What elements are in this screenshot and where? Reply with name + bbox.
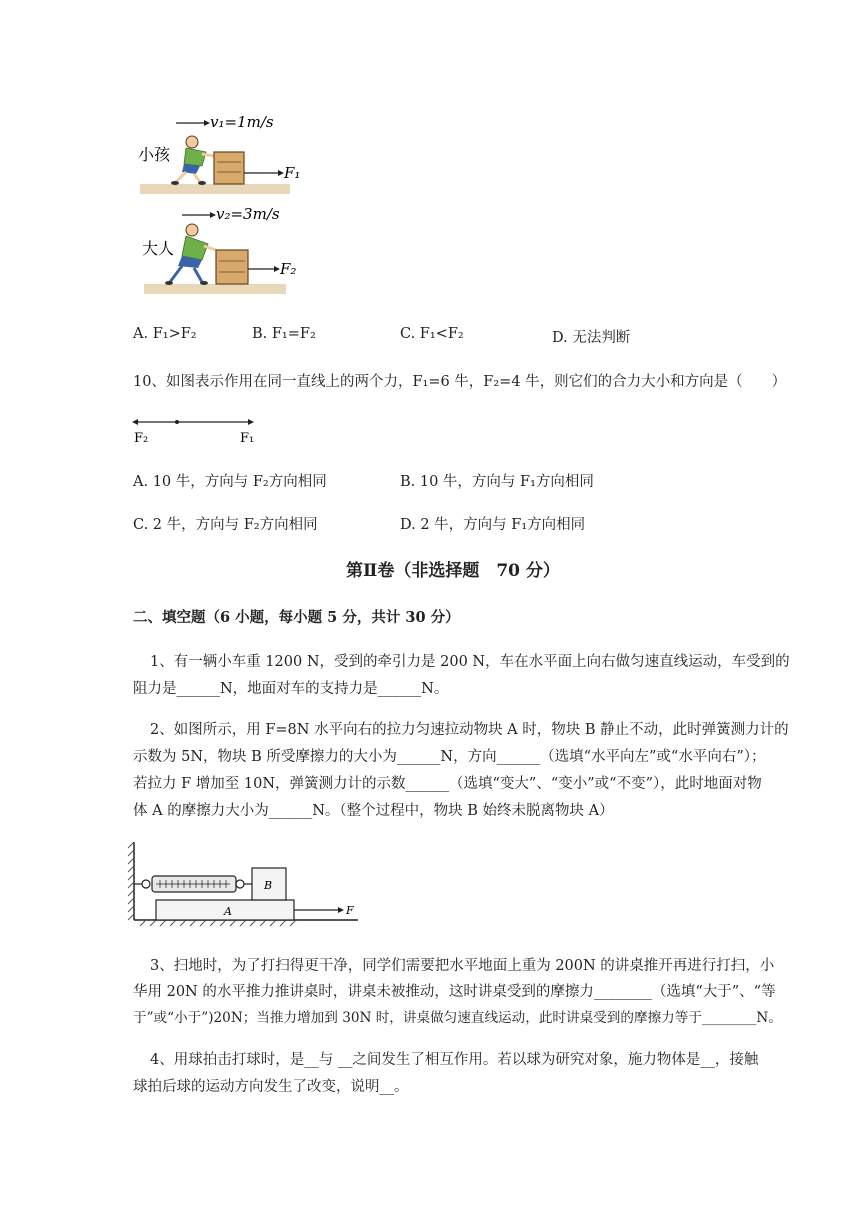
- child-force-text: F₁: [284, 164, 301, 182]
- q10-stem: 10、如图表示作用在同一直线上的两个力，F₁=6 牛，F₂=4 牛，则它们的合力大小和方向是（ ）: [133, 374, 787, 390]
- ground-strip-1: [140, 184, 290, 194]
- child-box: [214, 152, 244, 184]
- fill-q2-line3: 若拉力 F 增加至 10N，弹簧测力计的示数______（选填“变大”、“变小”或“不变”），此时地面对物: [133, 776, 762, 792]
- q9-option-b: B. F₁=F₂: [252, 326, 316, 342]
- pull-force-label: F: [346, 904, 354, 917]
- left-arrowhead: [132, 419, 138, 425]
- fill-q3-line2: 华用 20N 的水平推力推讲桌时，讲桌未被推动，这时讲桌受到的摩擦力________（选填“大于”、“等: [133, 984, 776, 1000]
- q10-option-c: C. 2 牛，方向与 F₂方向相同: [133, 517, 318, 533]
- fill-q1-line2: 阻力是______N，地面对车的支持力是______N。: [133, 681, 449, 697]
- push-figure: [136, 108, 306, 298]
- ground-strip-2: [144, 284, 286, 294]
- label-f1: F₁: [240, 431, 255, 446]
- push-figure-svg: [136, 108, 306, 298]
- fill-q4-line2: 球拍后球的运动方向发生了改变，说明__。: [133, 1079, 409, 1095]
- child-figure: [171, 136, 214, 185]
- q10-force-figure-svg: [130, 412, 260, 446]
- q10-option-d: D. 2 牛，方向与 F₁方向相同: [400, 517, 586, 533]
- adult-force-text: F₂: [280, 260, 297, 278]
- pull-force-arrowhead: [338, 907, 344, 913]
- child-velocity-text: v₁=1m/s: [210, 113, 274, 131]
- spring-scale-figure-svg: [126, 838, 362, 928]
- child-label: 小孩: [138, 145, 171, 164]
- adult-velocity-text: v₂=3m/s: [216, 205, 280, 223]
- part2-title: 第Ⅱ卷（非选择题 70 分）: [346, 561, 560, 581]
- q10-option-b: B. 10 牛，方向与 F₁方向相同: [400, 474, 594, 490]
- fill-q4-line1: 4、用球拍击打球时，是__与 __之间发生了相互作用。若以球为研究对象，施力物体是__，接触: [150, 1052, 759, 1068]
- scale-ring-right: [236, 880, 244, 888]
- wall-hatch: [128, 842, 134, 920]
- fill-q3-line1: 3、扫地时，为了打扫得更干净，同学们需要把水平地面上重为 200N 的讲桌推开再进行打扫，小: [150, 958, 775, 974]
- q9-option-a: A. F₁>F₂: [133, 326, 197, 342]
- block-b-label: B: [264, 879, 273, 892]
- q10-force-figure: [130, 412, 260, 446]
- adult-label: 大人: [142, 239, 175, 258]
- spring-scale-figure: [126, 838, 362, 928]
- q9-option-d: D. 无法判断: [552, 330, 631, 346]
- point-of-action: [175, 420, 179, 424]
- adult-box: [216, 250, 248, 284]
- fill-q1-line1: 1、有一辆小车重 1200 N，受到的牵引力是 200 N，车在水平面上向右做匀速直线运动，车受到的: [150, 654, 790, 670]
- fill-q2-line4: 体 A 的摩擦力大小为______N。（整个过程中，物块 B 始终未脱离物块 A）: [133, 803, 614, 819]
- q10-option-a: A. 10 牛，方向与 F₂方向相同: [133, 474, 327, 490]
- fill-q3-line3: 于”或“小于”)20N；当推力增加到 30N 时，讲桌做匀速直线运动，此时讲桌受到的摩擦力等于________N。: [133, 1010, 782, 1026]
- block-a-label: A: [224, 905, 232, 918]
- floor-hatch: [140, 920, 296, 926]
- fill-q2-line2: 示数为 5N，物块 B 所受摩擦力的大小为______N，方向______（选填“水平向左”或“水平向右”）；: [133, 749, 766, 765]
- right-arrowhead: [248, 419, 254, 425]
- fill-q2-line1: 2、如图所示，用 F=8N 水平向右的拉力匀速拉动物块 A 时，物块 B 静止不动，此时弹簧测力计的: [150, 722, 789, 738]
- label-f2: F₂: [134, 431, 149, 446]
- scale-ring-left: [142, 880, 150, 888]
- section2-heading: 二、填空题（6 小题，每小题 5 分，共计 30 分）: [133, 609, 460, 626]
- q9-option-c: C. F₁<F₂: [400, 326, 464, 342]
